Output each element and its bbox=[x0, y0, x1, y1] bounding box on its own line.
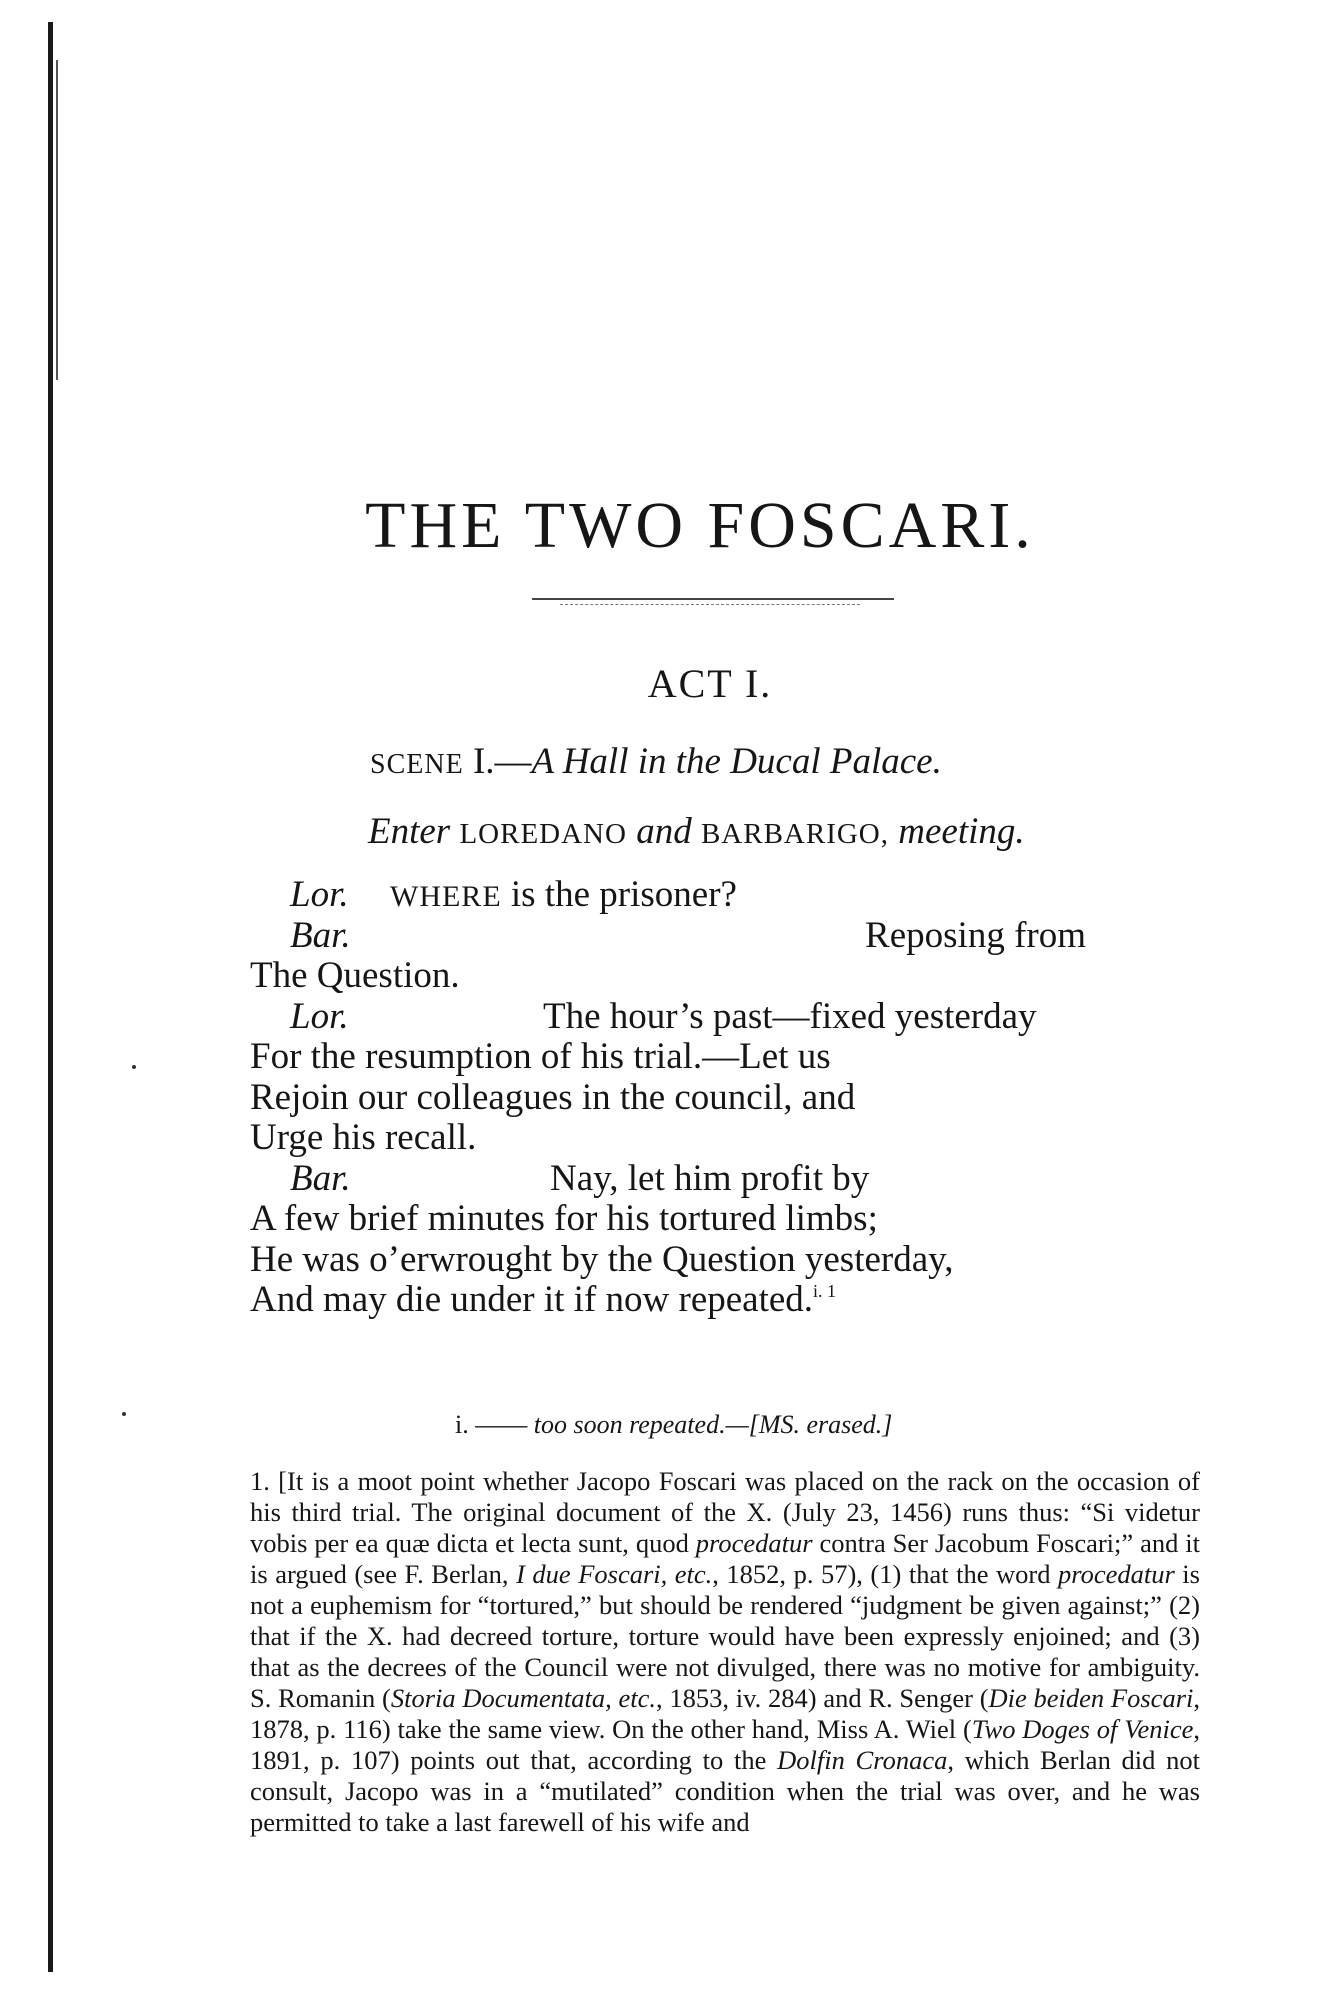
speaker: Bar. bbox=[290, 914, 351, 956]
title-rule bbox=[532, 598, 894, 600]
dialogue bbox=[250, 875, 1100, 1321]
line-text: Reposing from bbox=[865, 914, 1086, 956]
line-text: Urge his recall. bbox=[250, 1117, 477, 1158]
line-text: A few brief minutes for his tortured limbs; bbox=[250, 1198, 878, 1239]
title-rule-dashed bbox=[560, 604, 860, 605]
stage-and: and bbox=[636, 811, 692, 852]
verse-line bbox=[250, 916, 1100, 957]
scene-description: A Hall in the Ducal Palace. bbox=[531, 741, 942, 782]
binding-edge-inner bbox=[56, 60, 58, 380]
verse-line bbox=[250, 1199, 1100, 1240]
variant-text: too soon repeated. bbox=[533, 1410, 726, 1439]
verse-line bbox=[250, 956, 1100, 997]
verse-line bbox=[250, 1159, 1100, 1200]
verse-line bbox=[250, 997, 1100, 1038]
margin-speck bbox=[132, 1065, 136, 1069]
line-text: The hour’s past—fixed yesterday bbox=[543, 995, 1037, 1037]
binding-edge bbox=[48, 22, 53, 1972]
margin-speck bbox=[122, 1412, 126, 1416]
line-text: Nay, let him profit by bbox=[550, 1157, 870, 1199]
verse-line bbox=[250, 1280, 1100, 1321]
verse-line bbox=[250, 1037, 1100, 1078]
line-text: WHERE is the prisoner? bbox=[390, 874, 737, 915]
verse-line bbox=[250, 1240, 1100, 1281]
footnote: 1. [It is a moot point whether Jacopo Foscari was placed on the rack on the occasion of his third trial. The original document of the X. (July 23, 1456) runs thus: “Si videtur vobis per ea quæ dicta et lecta sunt, quod procedatur contra Ser Jacobum Foscari;” and it is argued (see F. Berlan, I due Foscari, etc., 1852, p. 57), (1) that the word procedatur is not a euphemism for “tortured,” but should be rendered “judgment be given against;” (2) that if the X. had decreed torture, torture would have been expressly enjoined; and (3) that as the decrees of the Council were not divulged, there was no motive for ambiguity. S. Romanin (Storia Documentata, etc., 1853, iv. 284) and R. Senger (Die beiden Foscari, 1878, p. 116) take the same view. On the other hand, Miss A. Wiel (Two Doges of Venice, 1891, p. 107) points out that, according to the Dolfin Cronaca, which Berlan did not consult, Jacopo was in a “mutilated” condition when the trial was over, and he was permitted to take a last farewell of his wife and bbox=[250, 1466, 1201, 1837]
character-barbarigo: BARBARIGO, bbox=[700, 818, 890, 850]
stage-direction bbox=[368, 810, 1025, 853]
stage-action: meeting. bbox=[898, 811, 1025, 852]
verse-line bbox=[250, 1118, 1100, 1159]
page-title: THE TWO FOSCARI. bbox=[365, 489, 1035, 562]
variant-dash: —— bbox=[475, 1410, 528, 1439]
verse-line bbox=[250, 1078, 1100, 1119]
stage-enter: Enter bbox=[368, 811, 451, 852]
variant-source: —[MS. erased.] bbox=[725, 1410, 893, 1439]
line-text: Rejoin our colleagues in the council, and bbox=[250, 1076, 856, 1118]
note-marker: i. 1 bbox=[813, 1281, 837, 1301]
variant-marker: i. bbox=[455, 1410, 469, 1439]
line-text: The Question. bbox=[250, 955, 460, 996]
line-text: He was o’erwrought by the Question yesterday, bbox=[250, 1238, 954, 1280]
speaker: Bar. bbox=[290, 1157, 351, 1199]
line-text: And may die under it if now repeated. bbox=[250, 1279, 814, 1320]
character-loredano: LOREDANO bbox=[459, 818, 627, 850]
verse-line bbox=[250, 875, 1100, 916]
speaker: Lor. bbox=[290, 874, 349, 915]
variant-note bbox=[455, 1410, 892, 1440]
scene-number: I.— bbox=[472, 741, 532, 782]
scene-label: SCENE bbox=[370, 749, 464, 780]
speaker: Lor. bbox=[290, 995, 349, 1037]
act-heading: ACT I. bbox=[647, 661, 773, 706]
scene-heading bbox=[370, 740, 942, 783]
line-text: For the resumption of his trial.—Let us bbox=[250, 1036, 831, 1077]
